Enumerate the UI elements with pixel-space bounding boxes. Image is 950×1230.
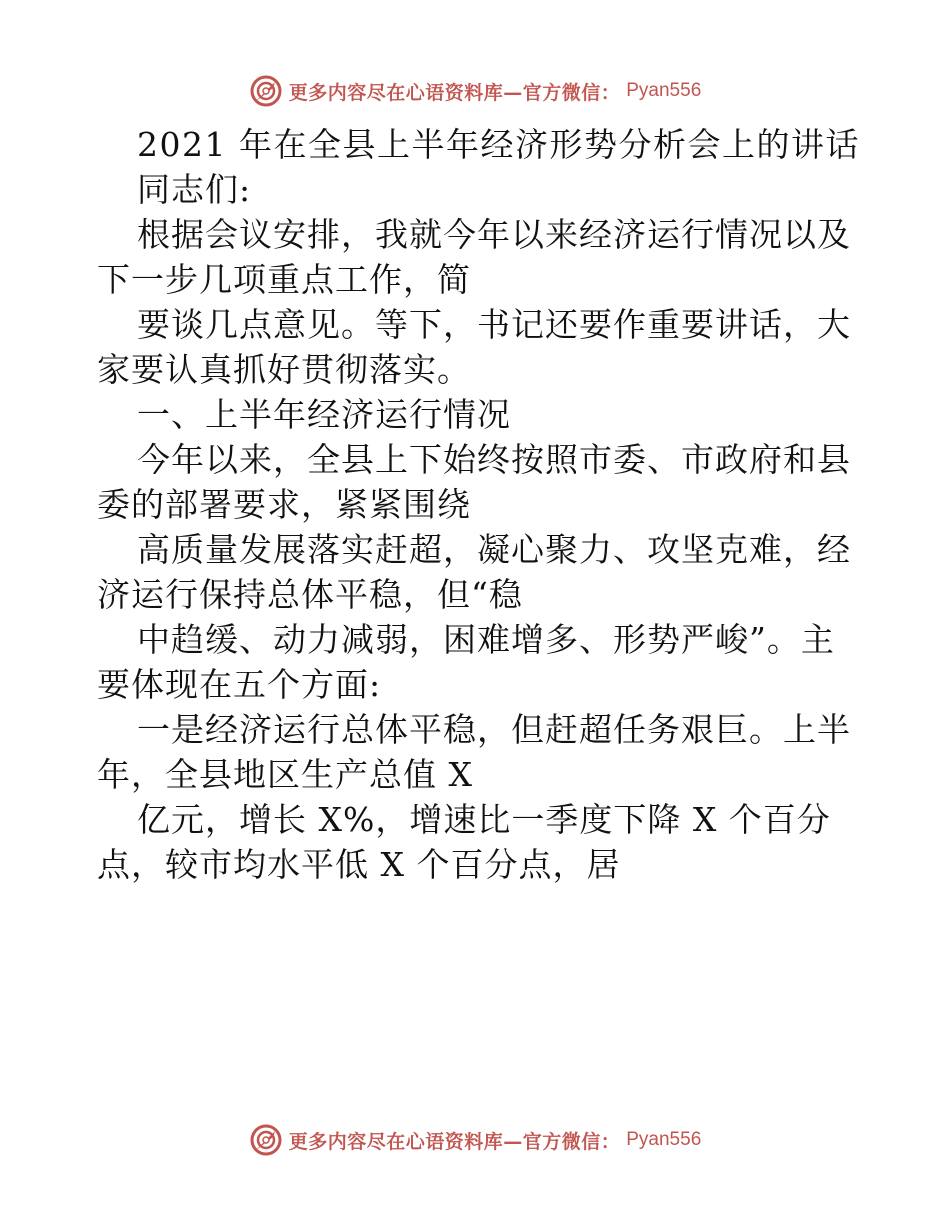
document-body xyxy=(97,122,860,887)
paragraph-line: 高质量发展落实赶超，凝心聚力、攻坚克难，经 xyxy=(137,530,851,569)
watermark-id: Pyan556 xyxy=(626,80,702,101)
header-watermark xyxy=(0,71,950,111)
brand-logo-icon xyxy=(249,1123,283,1157)
paragraph-line: 家要认真抓好贯彻落实。 xyxy=(97,350,471,389)
paragraph-line: 亿元，增长 X%，增速比一季度下降 X 个百分 xyxy=(137,800,831,839)
paragraph-line: 点，较市均水平低 X 个百分点，居 xyxy=(97,845,621,884)
paragraph-line: 今年以来，全县上下始终按照市委、市政府和县 xyxy=(137,440,851,479)
footer-watermark xyxy=(0,1120,950,1160)
document-title: 2021 年在全县上半年经济形势分析会上的讲话 xyxy=(137,125,860,164)
paragraph-line: 中趋缓、动力减弱，困难增多、形势严峻”。主 xyxy=(137,620,835,659)
section-heading: 一、上半年经济运行情况 xyxy=(137,395,511,434)
paragraph-line: 济运行保持总体平稳，但“稳 xyxy=(97,575,523,614)
watermark-id: Pyan556 xyxy=(626,1129,702,1150)
watermark-text: 更多内容尽在心语资料库—官方微信： xyxy=(288,81,621,104)
paragraph-line: 一是经济运行总体平稳，但赶超任务艰巨。上半 xyxy=(137,710,851,749)
paragraph-line: 要谈几点意见。等下，书记还要作重要讲话，大 xyxy=(137,305,851,344)
salutation: 同志们: xyxy=(137,170,252,209)
brand-logo-icon xyxy=(249,74,283,108)
paragraph-line: 委的部署要求，紧紧围绕 xyxy=(97,485,471,524)
paragraph-line: 下一步几项重点工作，简 xyxy=(97,260,471,299)
paragraph-line: 根据会议安排，我就今年以来经济运行情况以及 xyxy=(137,215,851,254)
paragraph-line: 年，全县地区生产总值 X xyxy=(97,755,473,794)
paragraph-line: 要体现在五个方面: xyxy=(97,665,382,704)
watermark-text: 更多内容尽在心语资料库—官方微信： xyxy=(288,1130,621,1153)
